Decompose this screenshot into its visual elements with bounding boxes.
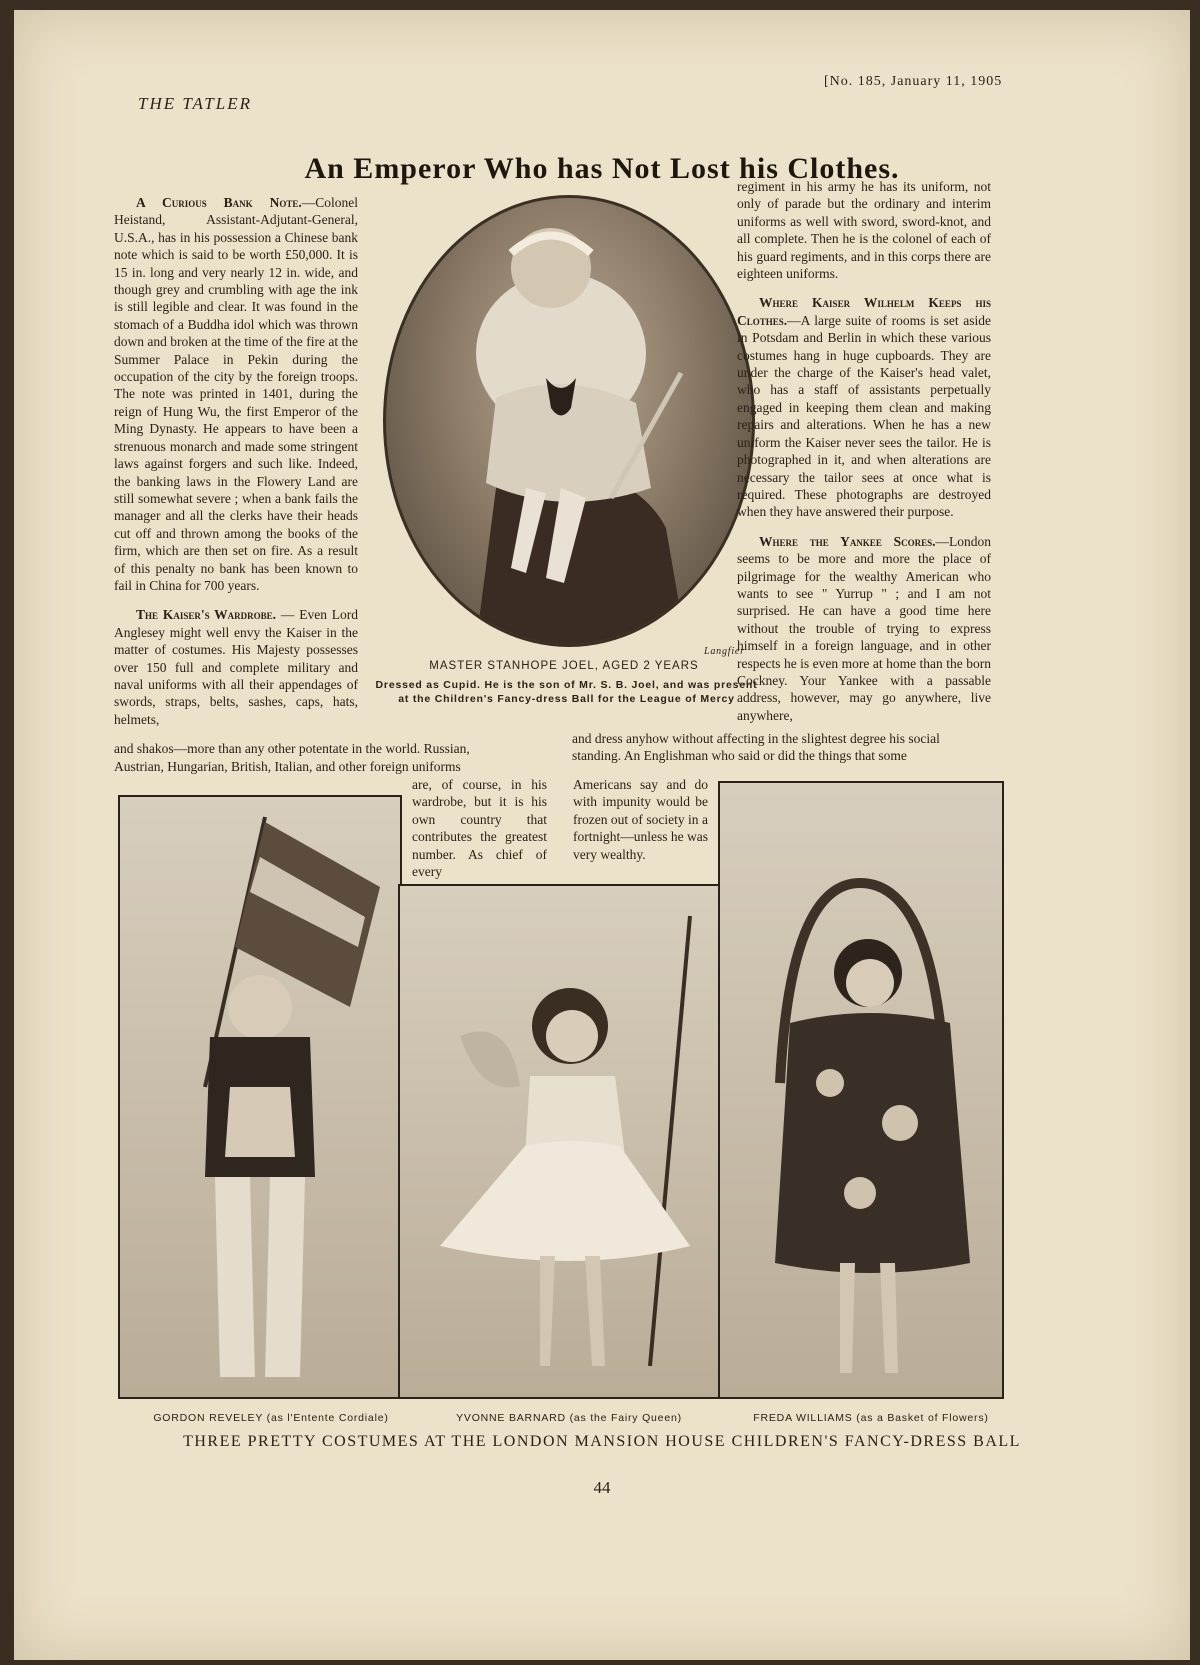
photo-gordon-reveley	[118, 795, 402, 1399]
photo-yvonne-barnard	[398, 884, 722, 1399]
paragraph-bank-note	[114, 194, 358, 594]
lead-kaisers-wardrobe: The Kaiser's Wardrobe.	[136, 607, 277, 623]
flower-basket-illustration	[720, 783, 1002, 1397]
cupid-portrait-photo	[383, 195, 755, 647]
paragraph-keeps-clothes	[737, 294, 991, 520]
body-bank-note: —Colonel Heistand, Assistant-Adjutant-General, U.S.A., has in his possession a Chinese bank note which is said to be worth £50,000. It is 15 in. long and very nearly 12 in. wide, and though grey and crumbling with age the ink is still legible and clear. It was found in the stomach of a Buddha idol which was thrown down and broken at the time of the fire at the Summer Palace in Pekin during the occupation of the city by the foreign troops. The note was printed in 1401, during the reign of Hung Wu, the first Emperor of the Ming Dynasty. He appears to have been a strenuous monarch and made some stringent laws against forgers and such like. Indeed, the banking laws in the Flowery Land are still somewhat severe ; when a bank fails the manager and all the clerks have their heads cut off and thrown among the books of the firm, which are then set on fire. As a result of this penalty no bank has been known to fail in China for 700 years.	[114, 195, 358, 593]
headline: An Emperor Who has Not Lost his Clothes.	[304, 152, 900, 185]
wide-line-left-1: and shakos—more than any other potentate in the world. Russian,	[114, 741, 470, 756]
top-photo-caption-body: Dressed as Cupid. He is the son of Mr. S. B. Joel, and was present at the Children's Fancy-dress Ball for the League of Mercy	[375, 679, 758, 705]
body-yankee-scores: —London seems to be more and more the place of pilgrimage for the wealthy American who wants to see " Yurrup " ; and I am not surprised. He can have a good time here without the trouble of trying to express himself in a foreign language, and in other respects he is even more at home than the born Cockney. Your Yankee with a passable address, however, may go anywhere, live anywhere,	[737, 533, 991, 723]
bottom-title: THREE PRETTY COSTUMES AT THE LONDON MANSION HOUSE CHILDREN'S FANCY-DRESS BALL	[183, 1433, 1021, 1450]
wide-line-right-1: and dress anyhow without affecting in the slightest degree his social	[572, 731, 940, 746]
body-kaisers-wardrobe: — Even Lord Anglesey might well envy the Kaiser in the matter of costumes. His Majesty possesses over 150 full and complete military and naval uniforms with all their appendages of swords, straps, belts, sashes, caps, hats, helmets,	[114, 607, 358, 727]
lead-yankee-scores: Where the Yankee Scores.	[759, 533, 936, 549]
page-number: 44	[593, 1478, 611, 1497]
lead-keeps-clothes: Where Kaiser Wilhelm Keeps his Clothes.	[737, 295, 991, 328]
caption-yvonne-barnard: YVONNE BARNARD (as the Fairy Queen)	[456, 1412, 682, 1424]
caption-gordon-reveley: GORDON REVELEY (as l'Entente Cordiale)	[153, 1412, 389, 1424]
photo-credit: Langfier	[704, 646, 745, 657]
left-column	[114, 194, 358, 740]
caption-freda-williams: FREDA WILLIAMS (as a Basket of Flowers)	[753, 1412, 989, 1424]
photo-freda-williams	[718, 781, 1004, 1399]
top-photo-caption-title: MASTER STANHOPE JOEL, AGED 2 YEARS	[429, 660, 699, 672]
cupid-child-illustration	[386, 198, 752, 644]
mid-left-text-box: are, of course, in his wardrobe, but it is his own country that contributes the greatest number. As chief of every	[412, 777, 547, 880]
body-regiment: regiment in his army he has its uniform, not only of parade but the ordinary and interim uniforms as well with sword, sword-knot, and all complete. Then he is the colonel of each of his guard regiments, and in this corps there are eighteen uniforms.	[737, 179, 991, 282]
paragraph-yankee-scores	[737, 533, 991, 724]
body-keeps-clothes: —A large suite of rooms is set aside in Potsdam and Berlin in which these various costumes hang in huge cupboards. They are under the charge of the Kaiser's head valet, who has a staff of assistants perpetually engaged in keeping them clean and making repairs and alterations. When he has a new uniform the Kaiser never sees the tailor. He is photographed in it, and when alterations are necessary the tailor sees at once what is required. These photographs are destroyed when they have answered their purpose.	[737, 312, 991, 520]
magazine-page	[14, 10, 1190, 1660]
fairy-queen-illustration	[400, 886, 720, 1397]
flag-boy-illustration	[120, 797, 400, 1397]
issue-line: [No. 185, January 11, 1905	[824, 74, 1003, 89]
paragraph-kaisers-wardrobe	[114, 606, 358, 728]
wide-line-left-2: Austrian, Hungarian, British, Italian, and other foreign uniforms	[114, 759, 461, 774]
mid-right-text-box: Americans say and do with impunity would be frozen out of society in a fortnight—unless he was very wealthy.	[573, 777, 708, 862]
paragraph-regiment	[737, 178, 991, 282]
wide-line-right-2: standing. An Englishman who said or did the things that some	[572, 748, 907, 763]
right-column	[737, 178, 991, 736]
lead-bank-note: A Curious Bank Note.	[136, 195, 302, 210]
running-title: THE TATLER	[138, 94, 252, 113]
